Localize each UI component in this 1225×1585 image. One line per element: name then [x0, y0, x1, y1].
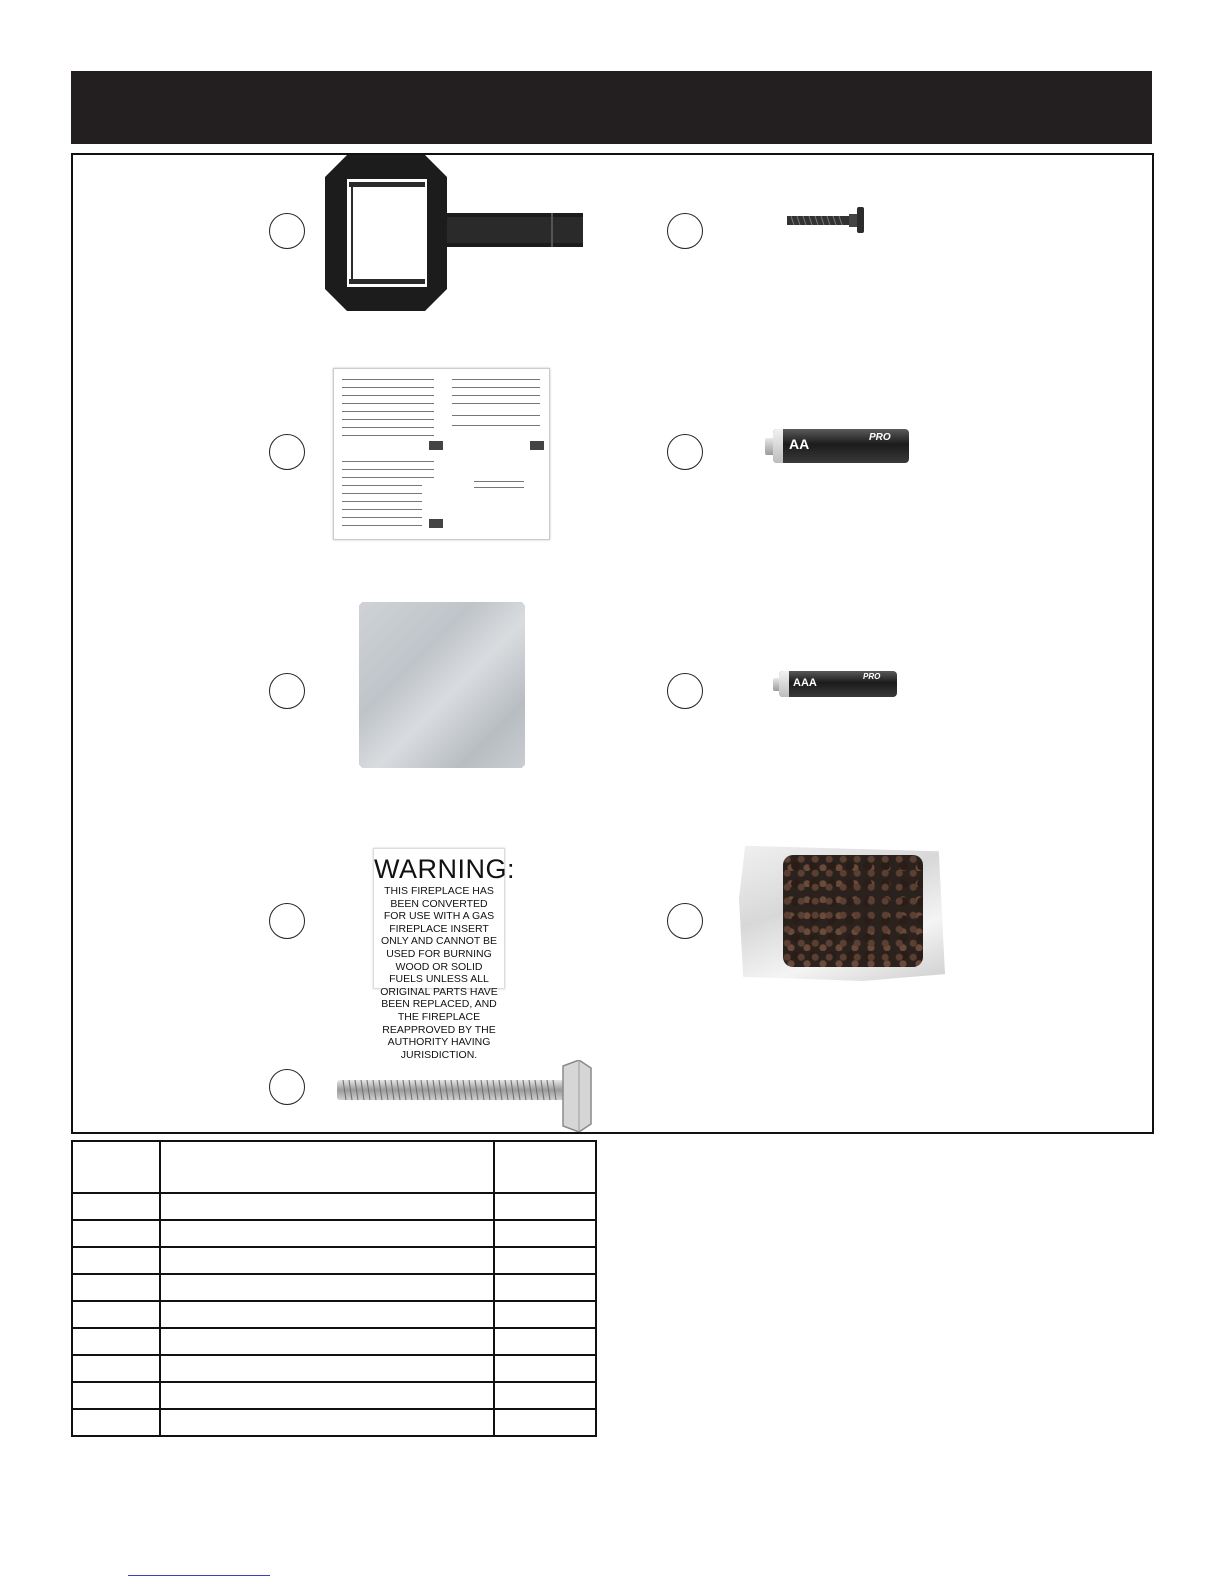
table-cell [72, 1382, 160, 1409]
callout-circle-4 [667, 434, 703, 470]
table-cell [494, 1328, 596, 1355]
table-cell [72, 1328, 160, 1355]
callout-circle-5 [269, 673, 305, 709]
callout-circle-9 [269, 1069, 305, 1105]
table-header-cell [72, 1141, 160, 1193]
rock-bag-icon [739, 843, 945, 981]
table-header-cell [494, 1141, 596, 1193]
table-cell [72, 1274, 160, 1301]
table-cell [160, 1382, 494, 1409]
table-row [72, 1328, 596, 1355]
screw-icon [785, 205, 869, 235]
table-cell [494, 1247, 596, 1274]
parts-list-table [71, 1140, 597, 1437]
footer-link-underline[interactable] [128, 1575, 270, 1576]
table-row [72, 1193, 596, 1220]
table-cell [160, 1355, 494, 1382]
parts-illustration-frame [71, 153, 1154, 1134]
table-cell [494, 1355, 596, 1382]
registration-card-icon [333, 368, 550, 540]
warning-label-body: THIS FIREPLACE HAS BEEN CONVERTED FOR USE WITH A GAS FIREPLACE INSERT ONLY AND CANNOT BE USED FOR BURNING WOOD OR SOLID FUELS UNLESS ALL ORIGINAL PARTS HAVE BEEN REPLACED, AND THE FIREPLACE REAPPROVED BY THE AUTHORITY HAVING JURISDICTION. [380, 885, 498, 1061]
table-cell [72, 1193, 160, 1220]
aa-battery-icon: AA PRO [773, 429, 909, 463]
callout-circle-8 [667, 903, 703, 939]
table-cell [494, 1301, 596, 1328]
table-cell [494, 1382, 596, 1409]
table-row [72, 1382, 596, 1409]
table-row [72, 1274, 596, 1301]
callout-circle-2 [667, 213, 703, 249]
table-cell [160, 1328, 494, 1355]
table-cell [160, 1220, 494, 1247]
table-cell [72, 1247, 160, 1274]
rocks [783, 855, 923, 967]
table-header-cell [160, 1141, 494, 1193]
table-cell [72, 1355, 160, 1382]
table-row [72, 1355, 596, 1382]
warning-label-icon [373, 848, 515, 1061]
table-cell [494, 1274, 596, 1301]
table-cell [72, 1409, 160, 1436]
table-row [72, 1220, 596, 1247]
table-row [72, 1301, 596, 1328]
callout-circle-6 [667, 673, 703, 709]
table-cell [160, 1247, 494, 1274]
table-cell [494, 1220, 596, 1247]
aaa-battery-icon: AAA PRO [779, 671, 897, 697]
table-cell [494, 1193, 596, 1220]
square-key-tool-icon [325, 155, 595, 315]
table-cell [494, 1409, 596, 1436]
callout-circle-3 [269, 434, 305, 470]
table-cell [72, 1301, 160, 1328]
table-cell [72, 1220, 160, 1247]
section-header-bar [71, 71, 1152, 144]
callout-circle-1 [269, 213, 305, 249]
table-cell [160, 1409, 494, 1436]
table-cell [160, 1274, 494, 1301]
callout-circle-7 [269, 903, 305, 939]
table-cell [160, 1193, 494, 1220]
hex-bolt-icon [335, 1060, 593, 1132]
table-cell [160, 1301, 494, 1328]
warning-label-title: WARNING: [374, 854, 515, 884]
table-row [72, 1409, 596, 1436]
table-row [72, 1247, 596, 1274]
metal-plate-icon [359, 602, 525, 768]
table-header-row [72, 1141, 596, 1193]
